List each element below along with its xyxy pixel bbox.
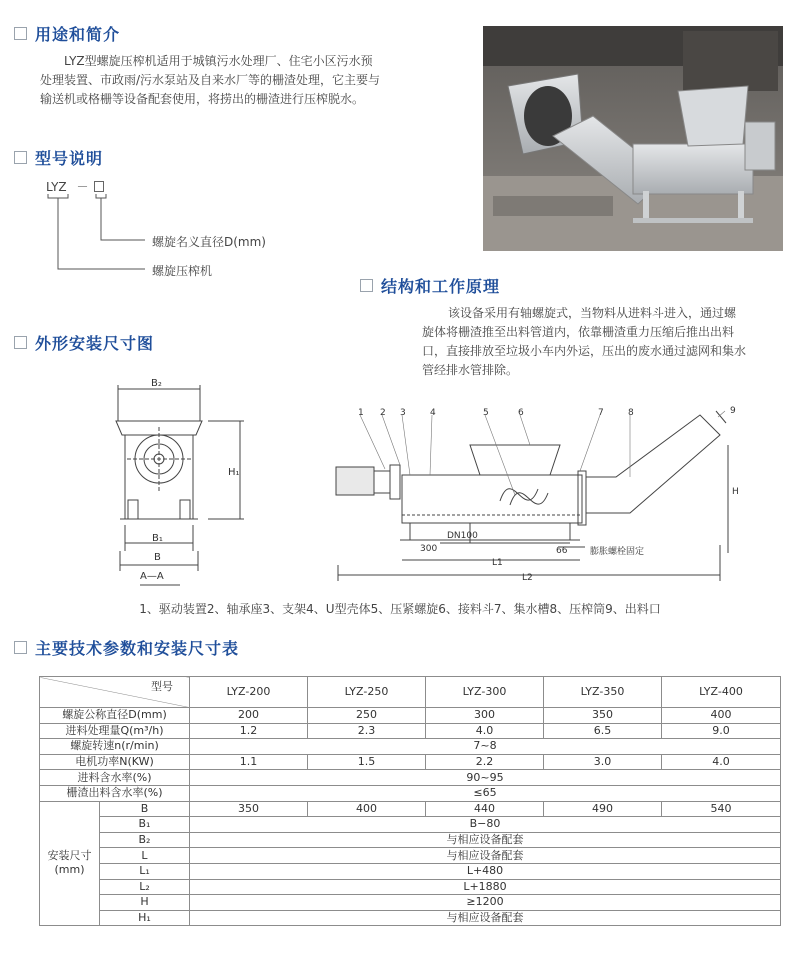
table-cell: 与相应设备配套 [190, 910, 781, 926]
row-label: H [100, 895, 190, 911]
checkbox-icon [14, 151, 27, 164]
table-row [40, 739, 781, 755]
table-row [40, 910, 781, 926]
table-cell: 250 [308, 708, 426, 724]
model-size-box [94, 181, 104, 192]
model-dash: － [76, 180, 89, 194]
intro-title: 用途和简介 [35, 25, 121, 44]
row-label: B₂ [100, 832, 190, 848]
dim-title: 外形安装尺寸图 [35, 334, 155, 353]
structure-section-title [360, 274, 500, 297]
spec-section-title [14, 636, 239, 659]
intro-line: 输送机或格栅等设备配套使用，将捞出的栅渣进行压榨脱水。 [40, 92, 365, 106]
part-number: 1 [358, 408, 364, 418]
front-label-h1: H₁ [228, 467, 240, 478]
table-cell: 350 [544, 708, 662, 724]
row-label: 螺旋公称直径D(mm) [40, 708, 190, 724]
structure-title: 结构和工作原理 [381, 277, 501, 296]
table-cell: B−80 [190, 817, 781, 833]
model-code-text: LYZ [46, 180, 67, 194]
table-cell: 90~95 [190, 770, 781, 786]
checkbox-icon [360, 279, 373, 292]
structure-line: 该设备采用有轴螺旋式，当物料从进料斗进入，通过螺 [448, 306, 737, 320]
part-number: 2 [380, 408, 386, 418]
checkbox-icon [14, 641, 27, 654]
side-label-dn100: DN100 [447, 531, 478, 541]
model-label-diameter: 螺旋名义直径D(mm) [152, 235, 266, 249]
intro-line: LYZ型螺旋压榨机适用于城镇污水处理厂、住宅小区污水预 [64, 54, 373, 68]
table-cell: 1.5 [308, 754, 426, 770]
row-label: B₁ [100, 817, 190, 833]
part-number: 5 [483, 408, 489, 418]
table-cell: 1.2 [190, 723, 308, 739]
front-label-b2: B₂ [151, 378, 162, 389]
install-unit: (mm) [54, 863, 85, 877]
table-cell: 400 [308, 801, 426, 817]
table-row [40, 848, 781, 864]
model-section-title [14, 146, 103, 169]
front-view-drawing [100, 375, 260, 590]
side-label-66: 66 [556, 546, 568, 556]
table-cell: L+480 [190, 863, 781, 879]
header-model-label: 型号 [151, 680, 173, 693]
model-title: 型号说明 [35, 149, 104, 168]
model-header: LYZ-300 [426, 677, 544, 708]
model-header: LYZ-350 [544, 677, 662, 708]
table-cell: L+1880 [190, 879, 781, 895]
structure-paragraph [422, 304, 792, 380]
part-number: 6 [518, 408, 524, 418]
table-cell: 与相应设备配套 [190, 832, 781, 848]
front-label-section: A—A [140, 571, 164, 582]
side-view-drawing [330, 405, 750, 585]
table-cell: 2.3 [308, 723, 426, 739]
row-label: 进料处理量Q(m³/h) [40, 723, 190, 739]
side-label-l1: L1 [492, 558, 503, 568]
row-label: 栅渣出料含水率(%) [40, 785, 190, 801]
table-cell: 6.5 [544, 723, 662, 739]
structure-line: 旋体将栅渣推至出料管道内，依靠栅渣重力压缩后推出出料 [422, 325, 735, 339]
table-row [40, 801, 781, 817]
row-label: 进料含水率(%) [40, 770, 190, 786]
table-cell: 3.0 [544, 754, 662, 770]
part-number: 7 [598, 408, 604, 418]
checkbox-icon [14, 27, 27, 40]
part-number: 4 [430, 408, 436, 418]
row-label: H₁ [100, 910, 190, 926]
parts-caption: 1、驱动装置2、轴承座3、支架4、U型壳体5、压紧螺旋6、接料斗7、集水槽8、压榨筒9、出料口 [139, 602, 661, 616]
intro-section-title [14, 22, 120, 45]
install-label: 安装尺寸 [47, 849, 92, 863]
front-label-b1: B₁ [152, 533, 163, 544]
table-row [40, 708, 781, 724]
table-cell: 300 [426, 708, 544, 724]
intro-line: 处理装置、市政雨/污水泵站及自来水厂等的栅渣处理，它主要与 [40, 73, 381, 87]
model-header: LYZ-400 [662, 677, 781, 708]
table-cell: ≥1200 [190, 895, 781, 911]
table-cell: 440 [426, 801, 544, 817]
structure-line: 管经排水管排除。 [422, 363, 519, 377]
row-label: 螺旋转速n(r/min) [40, 739, 190, 755]
table-cell: 9.0 [662, 723, 781, 739]
table-cell: 490 [544, 801, 662, 817]
table-cell: 540 [662, 801, 781, 817]
table-row [40, 863, 781, 879]
side-part-numbers [352, 408, 792, 418]
part-number: 3 [400, 408, 406, 418]
spec-table [39, 676, 781, 926]
table-cell: 400 [662, 708, 781, 724]
model-header: LYZ-250 [308, 677, 426, 708]
table-row [40, 879, 781, 895]
side-label-300: 300 [420, 544, 438, 554]
table-row [40, 754, 781, 770]
table-row [40, 832, 781, 848]
row-label: B [100, 801, 190, 817]
side-label-l2: L2 [522, 573, 533, 583]
dim-section-title [14, 331, 154, 354]
checkbox-icon [14, 336, 27, 349]
row-label: L [100, 848, 190, 864]
part-number: 9 [730, 406, 736, 416]
table-row [40, 785, 781, 801]
table-row [40, 723, 781, 739]
table-cell: 4.0 [662, 754, 781, 770]
part-number: 8 [628, 408, 634, 418]
table-cell: 2.2 [426, 754, 544, 770]
table-row [40, 817, 781, 833]
header-corner-cell [40, 677, 190, 708]
model-leader-lines [40, 192, 160, 282]
model-label-name: 螺旋压榨机 [152, 264, 213, 278]
table-row [40, 677, 781, 708]
side-label-bolt: 膨胀螺栓固定 [590, 547, 645, 557]
row-label: 电机功率N(KW) [40, 754, 190, 770]
table-cell: 与相应设备配套 [190, 848, 781, 864]
side-label-h: H [732, 487, 739, 497]
product-photo-illustration [483, 26, 783, 251]
table-cell: 350 [190, 801, 308, 817]
product-photo [483, 26, 783, 251]
install-group-label [40, 801, 100, 926]
structure-line: 口，直接排放至垃圾小车内外运，压出的废水通过滤网和集水 [422, 344, 747, 358]
table-cell: 4.0 [426, 723, 544, 739]
row-label: L₁ [100, 863, 190, 879]
table-cell: 200 [190, 708, 308, 724]
intro-paragraph [40, 52, 460, 109]
table-cell: ≤65 [190, 785, 781, 801]
front-label-b: B [154, 552, 161, 563]
table-cell: 1.1 [190, 754, 308, 770]
table-cell: 7~8 [190, 739, 781, 755]
model-header: LYZ-200 [190, 677, 308, 708]
table-row [40, 770, 781, 786]
row-label: L₂ [100, 879, 190, 895]
spec-title: 主要技术参数和安装尺寸表 [35, 639, 240, 658]
table-row [40, 895, 781, 911]
